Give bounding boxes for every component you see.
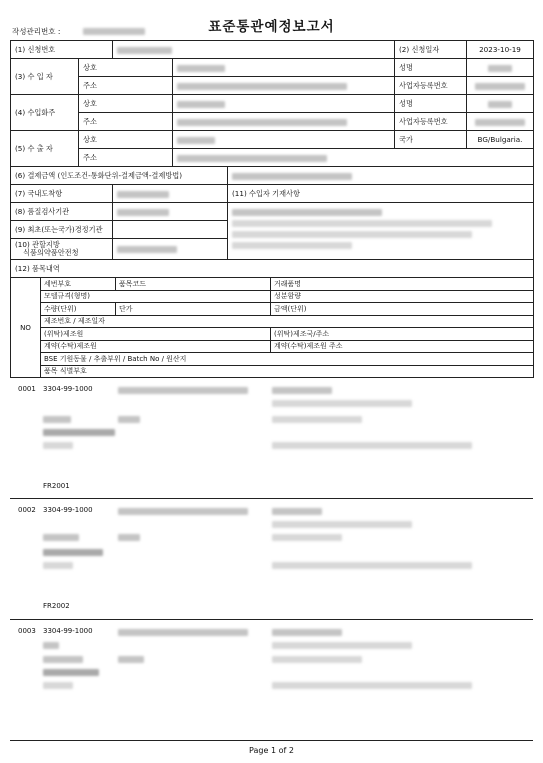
owner-biz-reg-value: [467, 113, 534, 131]
apply-date-label: (2) 신청일자: [395, 41, 467, 59]
payment-label: (6) 결제금액 (인도조건-통화단위-결제금액-결제방법): [11, 167, 228, 185]
importer-biz-reg-value: [467, 77, 534, 95]
item-no: 0001: [18, 385, 36, 393]
apply-no-label: (1) 신청번호: [11, 41, 113, 59]
arrival-port-label: (7) 국내도착항: [11, 185, 113, 203]
col-bse: BSE 기원동물 / 추출부위 / Batch No / 원산지: [41, 353, 534, 366]
mgmt-no-label: 작성관리번호 :: [12, 27, 61, 36]
owner-trade-name-label: 상호: [79, 95, 173, 113]
item-id-code: FR2002: [43, 602, 70, 610]
importer-biz-reg-label: 사업자등록번호: [395, 77, 467, 95]
exporter-country-label: 국가: [395, 131, 467, 149]
apply-date-value: 2023-10-19: [467, 41, 534, 59]
owner-address-label: 주소: [79, 113, 173, 131]
payment-value: [228, 167, 534, 185]
col-amount: 금액(단위): [271, 303, 534, 316]
importer-name-value: [467, 59, 534, 77]
item-hs-code: 3304-99-1000: [43, 506, 93, 514]
owner-biz-reg-label: 사업자등록번호: [395, 113, 467, 131]
page-indicator: Page 1 of 2: [249, 746, 294, 755]
col-contract-addr: 계약(수탁)제조원 주소: [271, 340, 534, 353]
item-no: 0003: [18, 627, 36, 635]
col-consign-country: (위탁)제조국/주소: [271, 328, 534, 341]
importer-label: (3) 수 입 자: [11, 59, 79, 95]
owner-name-value: [467, 95, 534, 113]
col-product-code: 품목코드: [116, 278, 271, 290]
report-form-table: [10, 40, 534, 278]
origin-org-label: (9) 최초(또는국가)경정기관: [11, 221, 113, 239]
col-ingredients: 성분함량: [271, 290, 534, 303]
importer-address-value: [173, 77, 395, 95]
item-hs-code: 3304-99-1000: [43, 627, 93, 635]
authority-value: [113, 239, 228, 260]
list-item: [10, 620, 533, 702]
report-title: 표준통관예정보고서: [208, 19, 335, 35]
col-seq-no: 세번부호: [41, 278, 116, 290]
exporter-trade-name-value: [173, 131, 395, 149]
col-unit-price: 단가: [116, 303, 271, 316]
exporter-address-value: [173, 149, 534, 167]
item-id-code: FR2001: [43, 482, 70, 490]
items-header-table: [10, 278, 534, 378]
authority-label: [11, 239, 113, 260]
items-no-header: NO: [11, 278, 41, 378]
col-consign-mfr: (위탁)제조원: [41, 328, 271, 341]
inspection-org-value: [113, 203, 228, 221]
owner-trade-name-value: [173, 95, 395, 113]
authority-label-line2: 식품의약품안전청: [23, 248, 79, 257]
item-no: 0002: [18, 506, 36, 514]
owner-name-label: 성명: [395, 95, 467, 113]
import-owner-label: (4) 수입화주: [11, 95, 79, 131]
col-qty: 수량(단위): [41, 303, 116, 316]
importer-remarks-label: (11) 수입자 기재사항: [228, 185, 534, 203]
authority-label-line1: (10) 관할지방: [15, 240, 60, 249]
items-section-label: (12) 품목내역: [11, 260, 534, 278]
list-item: [10, 499, 533, 620]
footer-divider: [10, 740, 533, 741]
exporter-country-value: BG/Bulgaria.: [467, 131, 534, 149]
item-hs-code: 3304-99-1000: [43, 385, 93, 393]
importer-trade-name-label: 상호: [79, 59, 173, 77]
importer-remarks-value: [228, 203, 534, 260]
arrival-port-value: [113, 185, 228, 203]
col-model: 모델규격(형명): [41, 290, 271, 303]
list-item: [10, 378, 533, 499]
apply-no-value: [113, 41, 395, 59]
inspection-org-label: (8) 품질검사기관: [11, 203, 113, 221]
exporter-address-label: 주소: [79, 149, 173, 167]
col-mfg-no: 제조번호 / 제조일자: [41, 315, 534, 328]
importer-address-label: 주소: [79, 77, 173, 95]
exporter-label: (5) 수 출 자: [11, 131, 79, 167]
col-trade-name: 거래품명: [271, 278, 534, 290]
exporter-trade-name-label: 상호: [79, 131, 173, 149]
importer-trade-name-value: [173, 59, 395, 77]
importer-name-label: 성명: [395, 59, 467, 77]
report-header: [10, 12, 533, 40]
col-id-no: 품목 식별부호: [41, 365, 534, 378]
col-contract-mfr: 계약(수탁)제조원: [41, 340, 271, 353]
report-page: [10, 12, 533, 702]
owner-address-value: [173, 113, 395, 131]
